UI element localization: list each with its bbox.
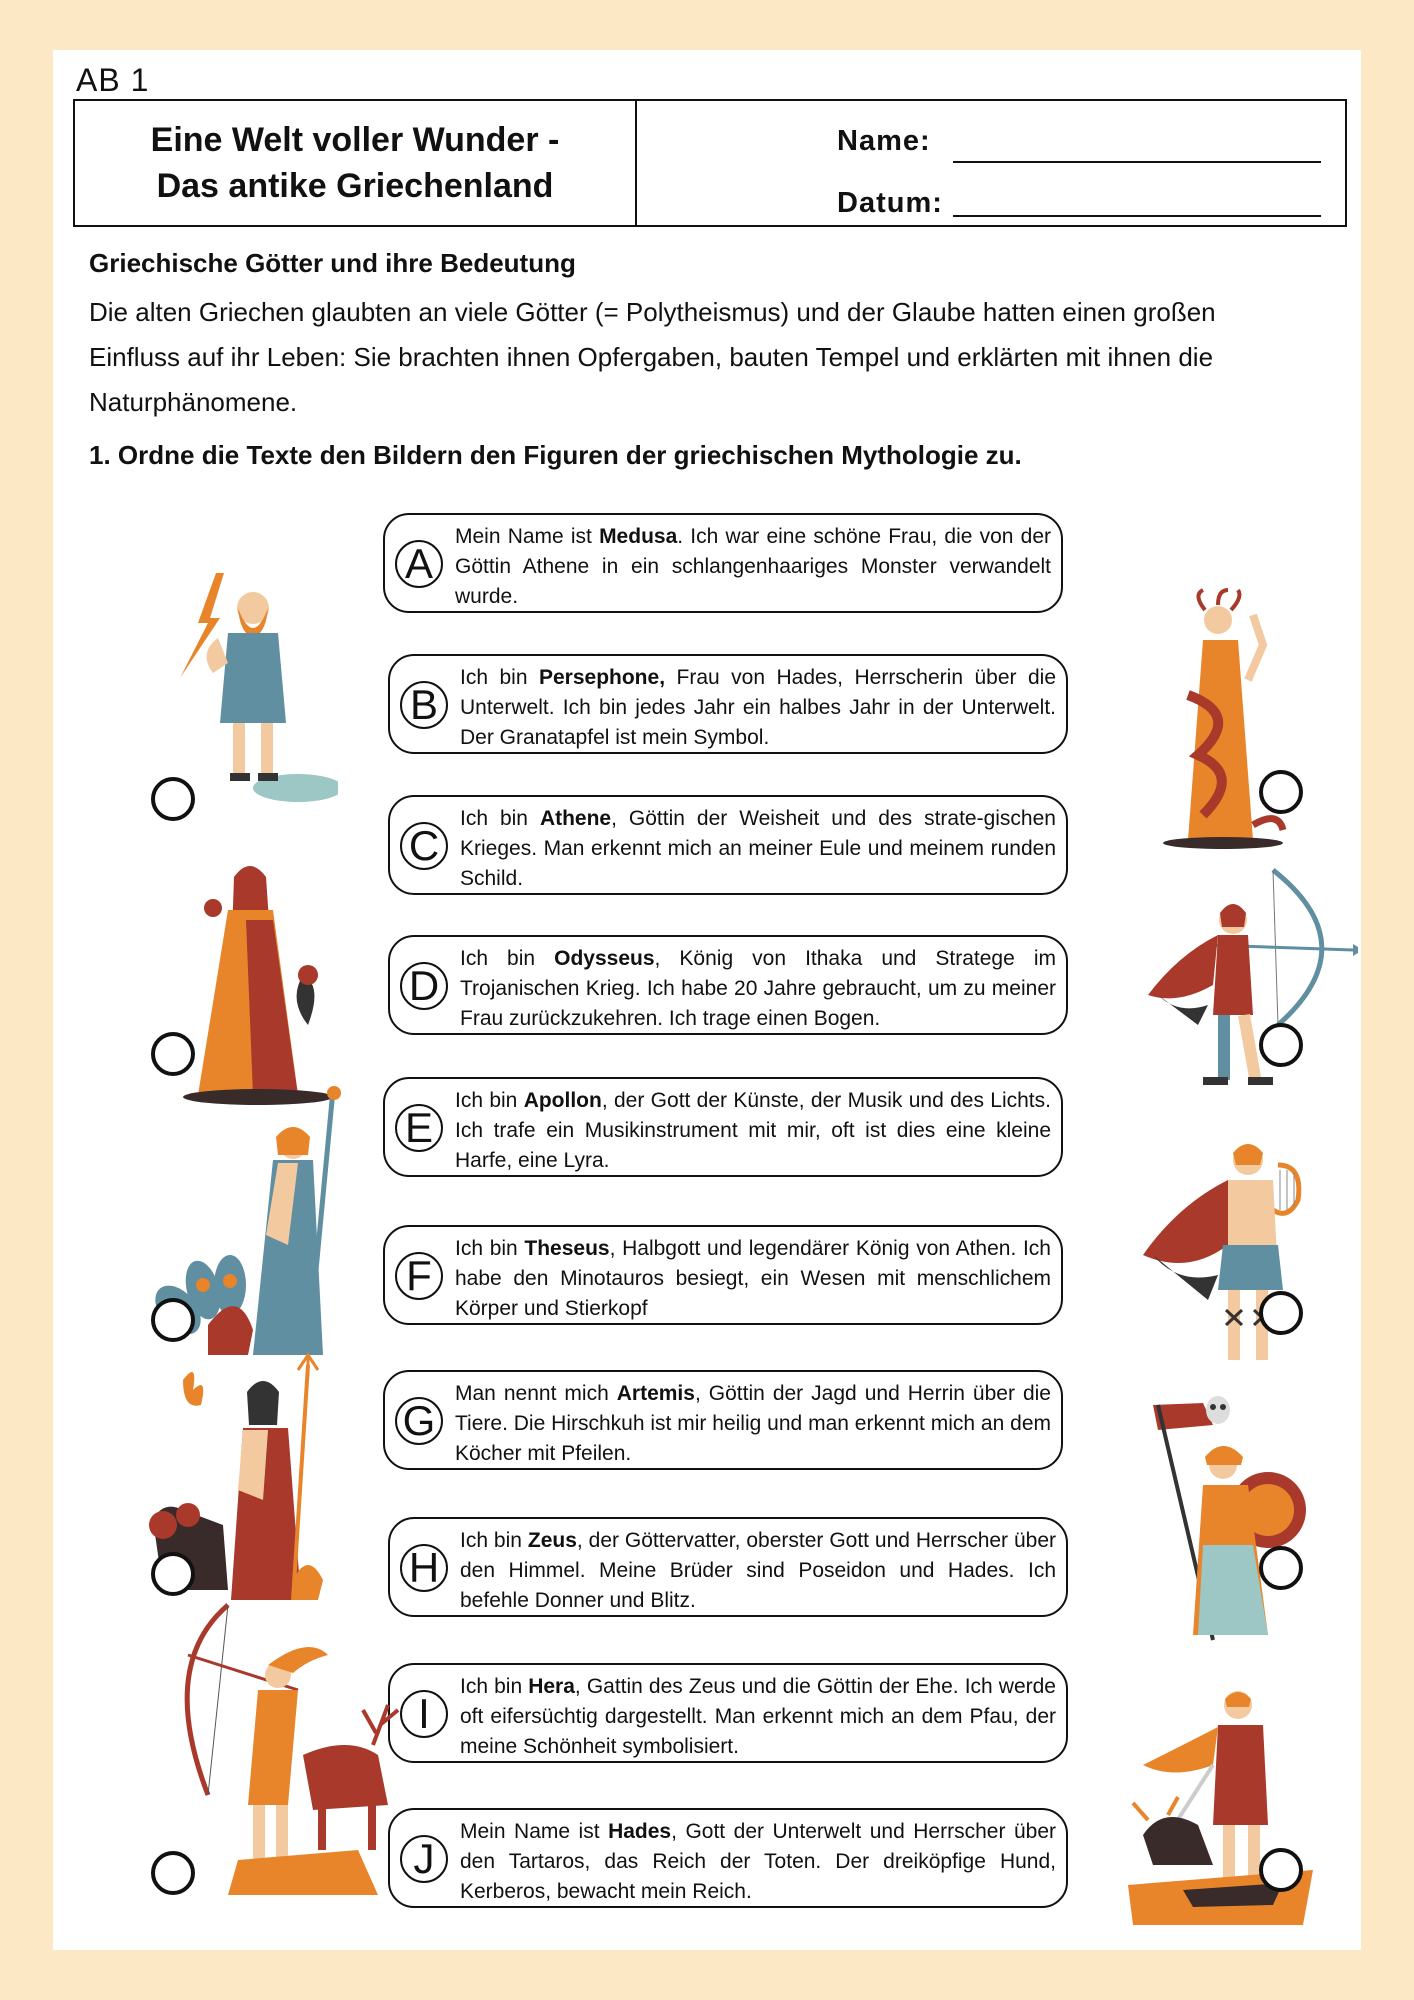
answer-circle-athene[interactable]: [1259, 1546, 1303, 1590]
answer-circle-hades[interactable]: [151, 1552, 195, 1596]
figure-name: Hades: [608, 1820, 672, 1843]
answer-circle-odysseus[interactable]: [1259, 1023, 1303, 1067]
card-text: Ich bin Theseus, Halbgott und legendärer König von Athen. Ich habe den Minotauros besiegt, ein Wesen mit menschlichem Körper und Stierkopf: [455, 1237, 1051, 1320]
card-e: [383, 1077, 1063, 1177]
task-instruction: 1. Ordne die Texte den Bildern den Figuren der griechischen Mythologie zu.: [89, 440, 1022, 470]
card-h: [388, 1517, 1068, 1617]
answer-circle-theseus[interactable]: [1259, 1848, 1303, 1892]
card-letter: C: [400, 822, 448, 870]
card-g: [383, 1370, 1063, 1470]
card-f: [383, 1225, 1063, 1325]
theseus-figure-icon: [1123, 1685, 1323, 1935]
intro-line: Einfluss auf ihr Leben: Sie brachten ihnen Opfergaben, bauten Tempel und erklärten mit ihnen die: [89, 342, 1214, 372]
answer-circle-artemis[interactable]: [151, 1851, 195, 1895]
card-text: Ich bin Persephone, Frau von Hades, Herrscherin über die Unterwelt. Ich bin jedes Jahr ein halbes Jahr in der Unterwelt. Der Granatapfel ist mein Symbol.: [460, 666, 1056, 749]
name-field[interactable]: [953, 161, 1321, 163]
header-box: [73, 99, 1347, 227]
card-text: Ich bin Odysseus, König von Ithaka und Stratege im Trojanischen Krieg. Ich habe 20 Jahre gebraucht, um zu meiner Frau zurückzukehren. Ich trage einen Bogen.: [460, 947, 1056, 1030]
intro-paragraph: [89, 290, 1339, 425]
card-letter: B: [400, 681, 448, 729]
card-letter: F: [395, 1252, 443, 1300]
title-line-1: Eine Welt voller Wunder -: [150, 121, 560, 159]
card-letter: J: [400, 1835, 448, 1883]
card-c: [388, 795, 1068, 895]
figure-name: Artemis: [616, 1382, 695, 1405]
card-letter: D: [400, 962, 448, 1010]
intro-line: Die alten Griechen glaubten an viele Götter (= Polytheismus) und der Glaube hatten einen großen: [89, 297, 1216, 327]
figure-name: Apollon: [523, 1089, 602, 1112]
card-d: [388, 935, 1068, 1035]
card-a: [383, 513, 1063, 613]
card-i: [388, 1663, 1068, 1763]
worksheet-page: [53, 50, 1361, 1950]
card-text: Ich bin Athene, Göttin der Weisheit und des strate-gischen Krieges. Man erkennt mich an meiner Eule und meinem runden Schild.: [460, 807, 1056, 890]
answer-circle-apollon[interactable]: [1259, 1291, 1303, 1335]
figure-name: Hera: [528, 1675, 575, 1698]
section-heading: Griechische Götter und ihre Bedeutung: [89, 248, 576, 278]
card-j: [388, 1808, 1068, 1908]
answer-circle-persephone[interactable]: [151, 1032, 195, 1076]
card-letter: G: [395, 1397, 443, 1445]
worksheet-title: [75, 101, 637, 225]
figure-name: Athene: [539, 807, 612, 830]
worksheet-label: AB 1: [76, 62, 150, 98]
odysseus-figure-icon: [1138, 865, 1358, 1110]
card-text: Mein Name ist Medusa. Ich war eine schöne Frau, die von der Göttin Athene in ein schlangenhaariges Monster verwandelt wurde.: [455, 525, 1051, 608]
figure-name: Medusa: [599, 525, 678, 548]
apollon-figure-icon: [1138, 1125, 1348, 1380]
zeus-figure-icon: [158, 563, 338, 803]
title-line-2: Das antike Griechenland: [156, 167, 554, 205]
figure-name: Zeus: [527, 1529, 577, 1552]
figure-name: Odysseus: [554, 947, 655, 970]
figure-name: Theseus: [524, 1237, 610, 1260]
card-b: [388, 654, 1068, 754]
card-letter: I: [400, 1690, 448, 1738]
card-text: Man nennt mich Artemis, Göttin der Jagd und Herrin über die Tiere. Die Hirschkuh ist mir heilig und man erkennt mich an dem Köcher mit Pfeilen.: [455, 1382, 1051, 1465]
answer-circle-hera[interactable]: [151, 1298, 195, 1342]
card-letter: H: [400, 1544, 448, 1592]
athene-figure-icon: [1143, 1395, 1333, 1645]
name-label: Name:: [837, 125, 931, 157]
name-date-fields: [635, 101, 1347, 225]
card-letter: A: [395, 540, 443, 588]
card-text: Ich bin Apollon, der Gott der Künste, der Musik und des Lichts. Ich trafe ein Musikinstrument mit mir, oft ist dies eine kleine Harfe, eine Lyra.: [455, 1089, 1051, 1172]
intro-line: Naturphänomene.: [89, 387, 298, 417]
answer-circle-zeus[interactable]: [151, 777, 195, 821]
date-label: Datum:: [837, 187, 943, 219]
figure-name: Persephone,: [538, 666, 666, 689]
date-field[interactable]: [953, 215, 1321, 217]
card-letter: E: [395, 1104, 443, 1152]
card-text: Ich bin Zeus, der Göttervatter, oberster Gott und Herrscher über den Himmel. Meine Brüder sind Poseidon und Hades. Ich befehle Donner und Blitz.: [460, 1529, 1056, 1612]
card-text: Mein Name ist Hades, Gott der Unterwelt und Herrscher über den Tartaros, das Reich der Toten. Der dreiköpfige Hund, Kerberos, bewacht mein Reich.: [460, 1820, 1056, 1903]
medusa-figure-icon: [1133, 585, 1293, 860]
card-text: Ich bin Hera, Gattin des Zeus und die Göttin der Ehe. Ich werde oft eifersüchtig dargestellt. Man erkennt mich an dem Pfau, der meine Schönheit symbolisiert.: [460, 1675, 1056, 1758]
answer-circle-medusa[interactable]: [1259, 770, 1303, 814]
